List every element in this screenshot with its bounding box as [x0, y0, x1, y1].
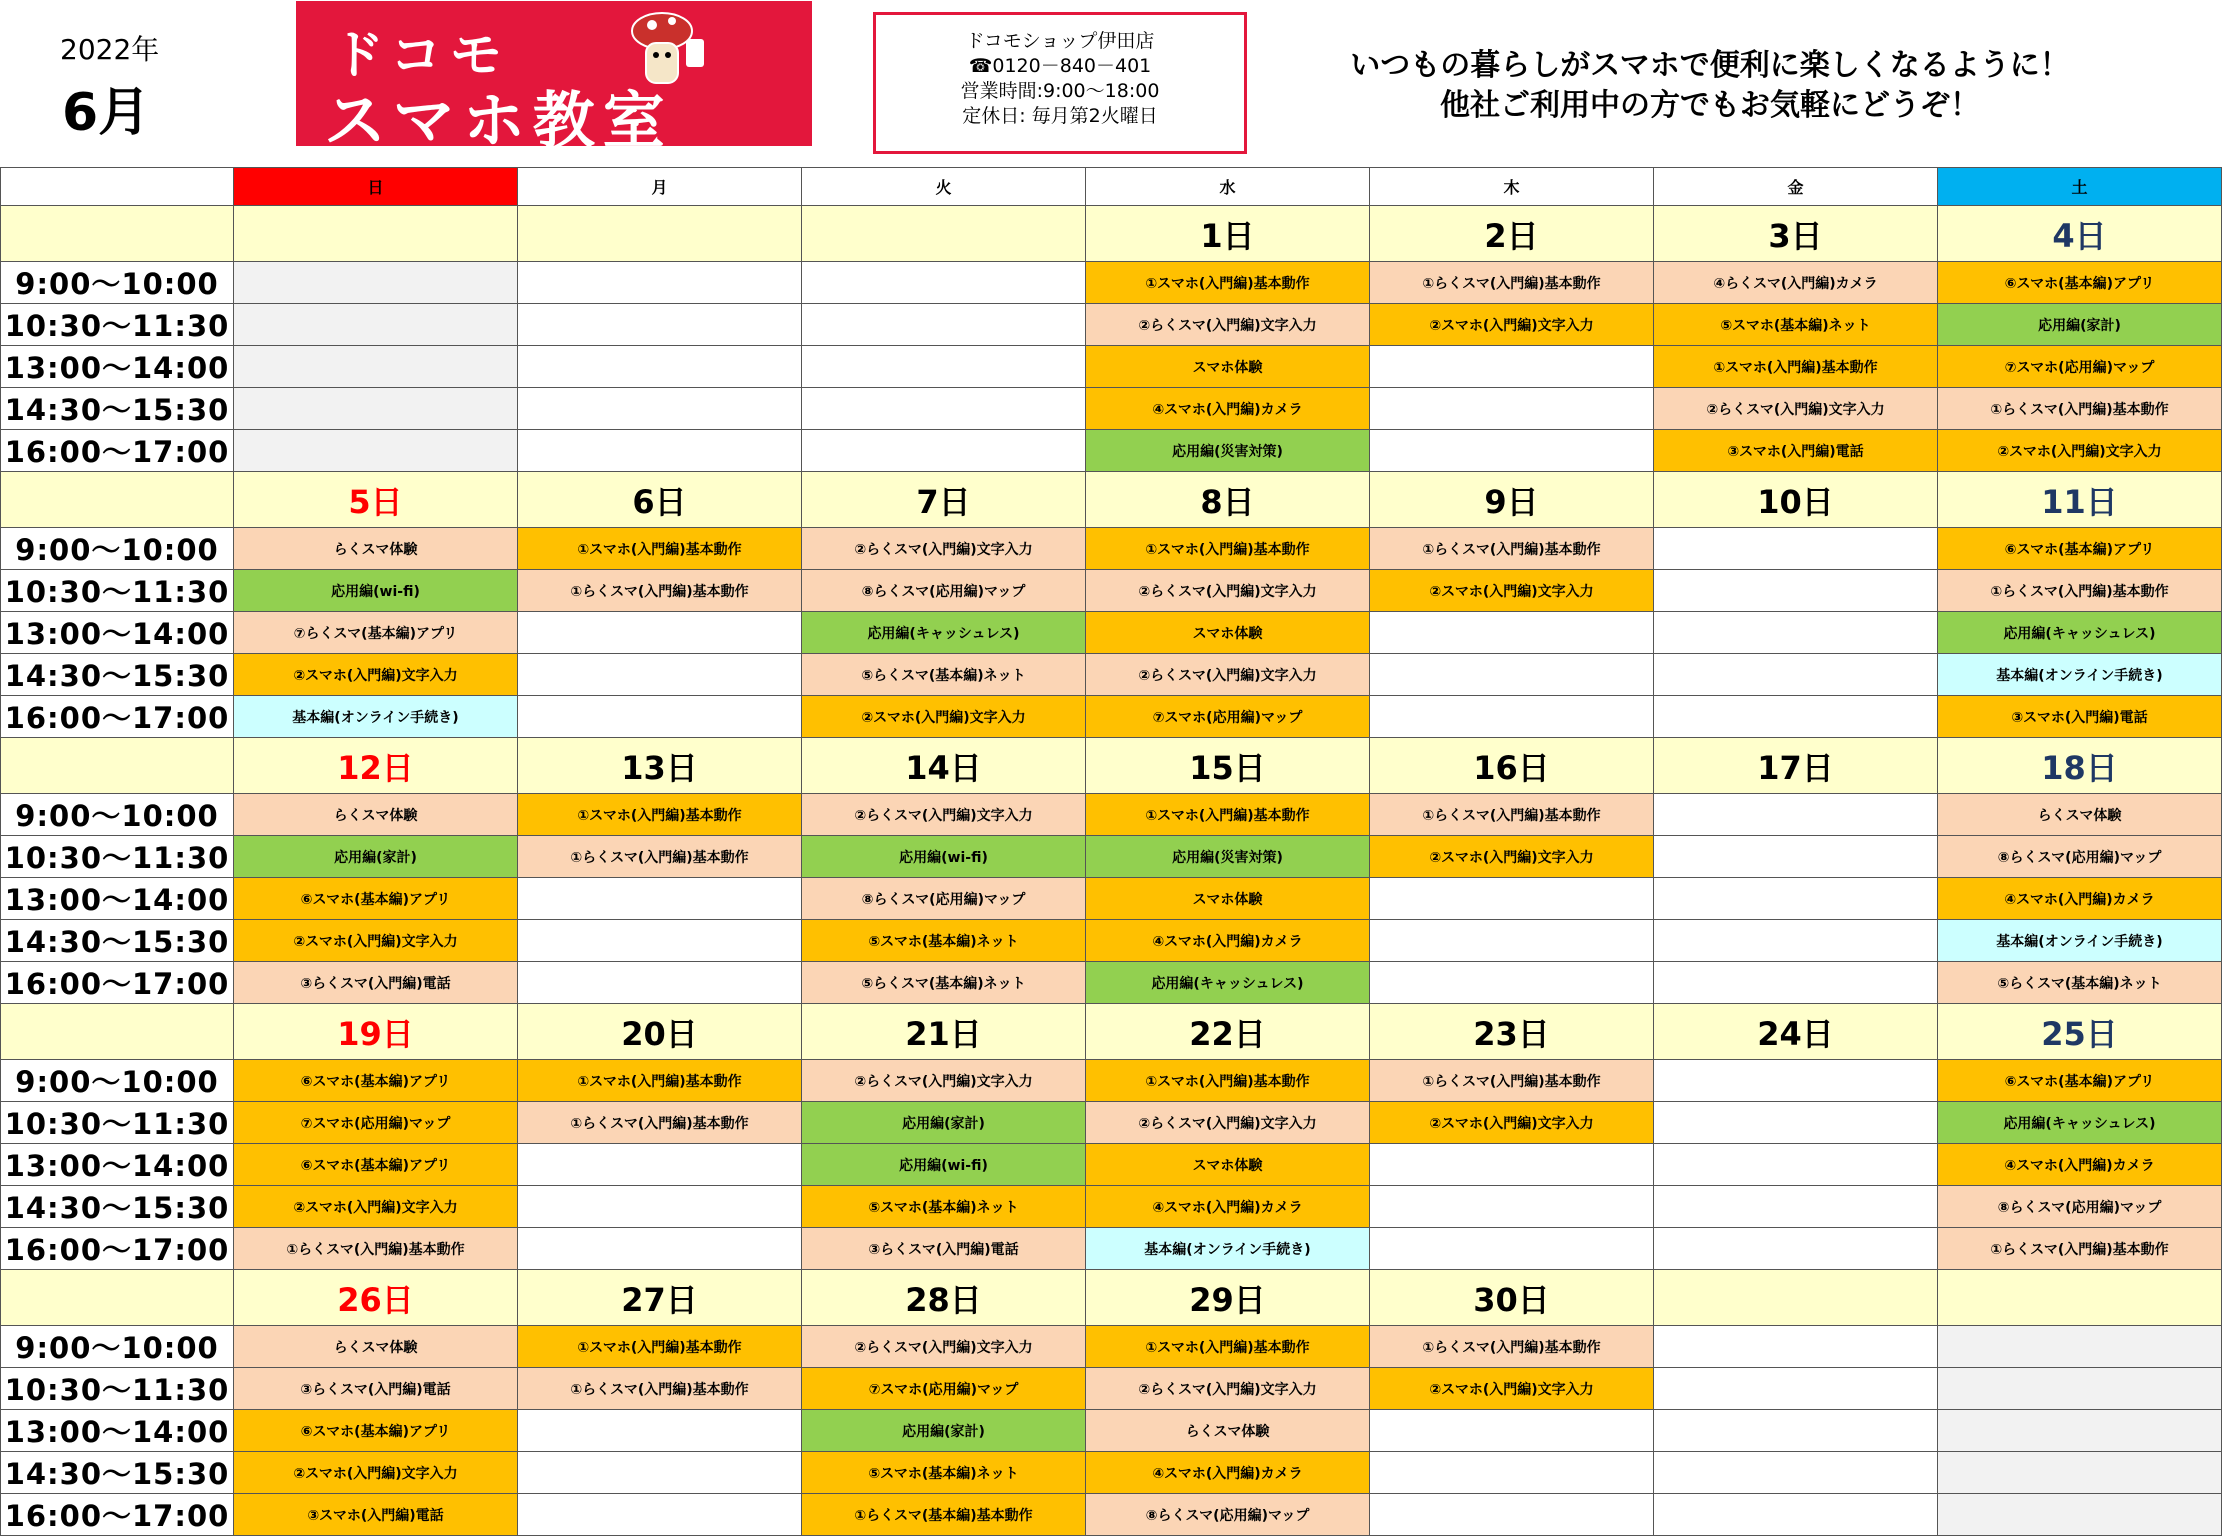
- class-cell: ①らくスマ(入門編)基本動作: [1370, 1326, 1654, 1368]
- class-cell: ②スマホ(入門編)文字入力: [802, 696, 1086, 738]
- time-slot-label: 9:00～10:00: [1, 794, 234, 836]
- class-cell: ②スマホ(入門編)文字入力: [1370, 1102, 1654, 1144]
- date-row-label: [1, 1270, 234, 1326]
- logo-text-line1: ドコモ: [332, 26, 510, 86]
- class-cell: [1370, 920, 1654, 962]
- date-cell: 17日: [1654, 738, 1938, 794]
- date-cell: [518, 206, 802, 262]
- class-cell: らくスマ体験: [234, 1326, 518, 1368]
- class-cell: ①らくスマ(入門編)基本動作: [518, 1368, 802, 1410]
- tagline-line2: 他社ご利用中の方でもお気軽にどうぞ！: [1440, 88, 1980, 123]
- date-row: [1, 206, 2222, 262]
- class-cell: [1370, 1494, 1654, 1536]
- class-cell: ⑧らくスマ(応用編)マップ: [802, 570, 1086, 612]
- class-cell: ①スマホ(入門編)基本動作: [518, 528, 802, 570]
- time-slot-label: 14:30～15:30: [1, 654, 234, 696]
- class-cell: [518, 654, 802, 696]
- weekday-header: 金: [1654, 168, 1938, 206]
- class-cell: ②らくスマ(入門編)文字入力: [802, 794, 1086, 836]
- class-cell: [1370, 696, 1654, 738]
- time-slot-row: [1, 962, 2222, 1004]
- time-slot-row: [1, 654, 2222, 696]
- class-cell: [234, 346, 518, 388]
- page-header: [0, 0, 2223, 165]
- time-slot-row: [1, 346, 2222, 388]
- class-cell: [1654, 1326, 1938, 1368]
- time-slot-row: [1, 920, 2222, 962]
- class-cell: ②らくスマ(入門編)文字入力: [1654, 388, 1938, 430]
- class-cell: ④スマホ(入門編)カメラ: [1086, 920, 1370, 962]
- class-cell: ⑧らくスマ(応用編)マップ: [1938, 836, 2222, 878]
- class-cell: [1938, 1368, 2222, 1410]
- class-cell: ②らくスマ(入門編)文字入力: [802, 1326, 1086, 1368]
- date-row: [1, 738, 2222, 794]
- class-cell: ⑥スマホ(基本編)アプリ: [1938, 1060, 2222, 1102]
- class-cell: ②スマホ(入門編)文字入力: [234, 920, 518, 962]
- class-cell: [518, 304, 802, 346]
- class-cell: ②らくスマ(入門編)文字入力: [1086, 570, 1370, 612]
- class-cell: ①スマホ(入門編)基本動作: [518, 1326, 802, 1368]
- class-cell: 応用編(キャッシュレス): [802, 612, 1086, 654]
- class-cell: ④らくスマ(入門編)カメラ: [1654, 262, 1938, 304]
- class-cell: [234, 430, 518, 472]
- date-cell: 18日: [1938, 738, 2222, 794]
- weekday-header-row: [1, 168, 2222, 206]
- time-slot-row: [1, 1102, 2222, 1144]
- class-cell: ①らくスマ(入門編)基本動作: [1370, 262, 1654, 304]
- date-cell: 19日: [234, 1004, 518, 1060]
- time-slot-row: [1, 1494, 2222, 1536]
- class-cell: ①スマホ(入門編)基本動作: [1086, 262, 1370, 304]
- time-slot-label: 14:30～15:30: [1, 1186, 234, 1228]
- class-cell: [1370, 430, 1654, 472]
- time-slot-label: 16:00～17:00: [1, 1228, 234, 1270]
- class-cell: ⑥スマホ(基本編)アプリ: [234, 1410, 518, 1452]
- class-cell: ②らくスマ(入門編)文字入力: [1086, 654, 1370, 696]
- class-cell: ①スマホ(入門編)基本動作: [1086, 1060, 1370, 1102]
- date-cell: 13日: [518, 738, 802, 794]
- class-cell: [518, 1228, 802, 1270]
- class-cell: ①スマホ(入門編)基本動作: [518, 794, 802, 836]
- date-cell: 22日: [1086, 1004, 1370, 1060]
- class-cell: ③スマホ(入門編)電話: [1938, 696, 2222, 738]
- time-slot-label: 10:30～11:30: [1, 304, 234, 346]
- weekday-header: 水: [1086, 168, 1370, 206]
- class-cell: 応用編(キャッシュレス): [1938, 612, 2222, 654]
- logo-text-line2: スマホ教室: [324, 84, 673, 157]
- class-cell: [802, 304, 1086, 346]
- month-label: 6月: [62, 83, 151, 143]
- weekday-header: 月: [518, 168, 802, 206]
- date-cell: 30日: [1370, 1270, 1654, 1326]
- class-cell: ①スマホ(入門編)基本動作: [1086, 794, 1370, 836]
- class-cell: [518, 920, 802, 962]
- date-row-label: [1, 1004, 234, 1060]
- class-cell: [1654, 654, 1938, 696]
- class-cell: ⑥スマホ(基本編)アプリ: [234, 1060, 518, 1102]
- class-cell: ①らくスマ(入門編)基本動作: [1938, 1228, 2222, 1270]
- class-cell: ③らくスマ(入門編)電話: [234, 962, 518, 1004]
- class-cell: らくスマ体験: [234, 528, 518, 570]
- class-cell: [1654, 1452, 1938, 1494]
- time-slot-row: [1, 528, 2222, 570]
- class-cell: ②スマホ(入門編)文字入力: [234, 1452, 518, 1494]
- time-slot-label: 10:30～11:30: [1, 836, 234, 878]
- class-cell: ①らくスマ(入門編)基本動作: [1370, 794, 1654, 836]
- date-cell: 8日: [1086, 472, 1370, 528]
- date-cell: 26日: [234, 1270, 518, 1326]
- class-cell: ③スマホ(入門編)電話: [234, 1494, 518, 1536]
- class-cell: [1370, 1144, 1654, 1186]
- class-cell: ④スマホ(入門編)カメラ: [1938, 878, 2222, 920]
- class-cell: 基本編(オンライン手続き): [1938, 654, 2222, 696]
- date-cell: 2日: [1370, 206, 1654, 262]
- class-cell: ⑦スマホ(応用編)マップ: [234, 1102, 518, 1144]
- class-cell: スマホ体験: [1086, 346, 1370, 388]
- class-cell: 応用編(キャッシュレス): [1938, 1102, 2222, 1144]
- shop-hours: 営業時間:9:00～18:00: [960, 80, 1160, 102]
- time-slot-row: [1, 612, 2222, 654]
- class-cell: [1370, 878, 1654, 920]
- class-cell: [1654, 1060, 1938, 1102]
- shop-info-box: [873, 12, 1247, 154]
- date-cell: 12日: [234, 738, 518, 794]
- time-slot-label: 16:00～17:00: [1, 696, 234, 738]
- time-slot-row: [1, 836, 2222, 878]
- tagline: [1270, 46, 2150, 126]
- time-slot-row: [1, 262, 2222, 304]
- class-cell: [234, 388, 518, 430]
- class-cell: ⑦スマホ(応用編)マップ: [1938, 346, 2222, 388]
- class-cell: ①スマホ(入門編)基本動作: [518, 1060, 802, 1102]
- class-cell: ④スマホ(入門編)カメラ: [1938, 1144, 2222, 1186]
- class-cell: ④スマホ(入門編)カメラ: [1086, 1186, 1370, 1228]
- date-cell: [234, 206, 518, 262]
- class-cell: [1370, 346, 1654, 388]
- class-cell: [1654, 920, 1938, 962]
- class-cell: [1370, 1228, 1654, 1270]
- class-cell: スマホ体験: [1086, 1144, 1370, 1186]
- class-cell: [1654, 836, 1938, 878]
- class-cell: らくスマ体験: [234, 794, 518, 836]
- date-cell: 28日: [802, 1270, 1086, 1326]
- class-cell: ⑦らくスマ(基本編)アプリ: [234, 612, 518, 654]
- date-cell: 1日: [1086, 206, 1370, 262]
- time-slot-row: [1, 794, 2222, 836]
- time-slot-label: 13:00～14:00: [1, 612, 234, 654]
- class-cell: [518, 962, 802, 1004]
- class-cell: ②スマホ(入門編)文字入力: [234, 1186, 518, 1228]
- class-cell: [1370, 962, 1654, 1004]
- class-cell: 応用編(家計): [802, 1410, 1086, 1452]
- class-cell: [518, 1410, 802, 1452]
- weekday-header: 火: [802, 168, 1086, 206]
- date-row: [1, 1270, 2222, 1326]
- class-cell: ⑧らくスマ(応用編)マップ: [802, 878, 1086, 920]
- class-cell: 応用編(wi-fi): [234, 570, 518, 612]
- class-cell: ②らくスマ(入門編)文字入力: [802, 528, 1086, 570]
- date-cell: 11日: [1938, 472, 2222, 528]
- class-cell: ③らくスマ(入門編)電話: [802, 1228, 1086, 1270]
- class-cell: [1370, 1186, 1654, 1228]
- class-cell: ②らくスマ(入門編)文字入力: [1086, 304, 1370, 346]
- class-cell: ②スマホ(入門編)文字入力: [1938, 430, 2222, 472]
- class-cell: [1938, 1494, 2222, 1536]
- time-slot-label: 16:00～17:00: [1, 1494, 234, 1536]
- time-slot-label: 13:00～14:00: [1, 878, 234, 920]
- class-cell: [1370, 654, 1654, 696]
- class-cell: [1654, 962, 1938, 1004]
- class-cell: [518, 878, 802, 920]
- shop-closed-day: 定休日: 毎月第2火曜日: [962, 105, 1158, 127]
- date-cell: 27日: [518, 1270, 802, 1326]
- class-cell: 応用編(wi-fi): [802, 1144, 1086, 1186]
- class-cell: [1370, 1452, 1654, 1494]
- time-slot-row: [1, 696, 2222, 738]
- class-cell: ⑦スマホ(応用編)マップ: [802, 1368, 1086, 1410]
- class-cell: [1654, 528, 1938, 570]
- time-slot-label: 13:00～14:00: [1, 346, 234, 388]
- class-cell: ④スマホ(入門編)カメラ: [1086, 1452, 1370, 1494]
- schedule-table: [0, 167, 2222, 1536]
- class-cell: [1654, 794, 1938, 836]
- class-cell: [1654, 1186, 1938, 1228]
- time-slot-label: 13:00～14:00: [1, 1144, 234, 1186]
- class-cell: ②スマホ(入門編)文字入力: [1370, 304, 1654, 346]
- time-slot-row: [1, 1186, 2222, 1228]
- date-cell: 24日: [1654, 1004, 1938, 1060]
- class-cell: ⑤らくスマ(基本編)ネット: [802, 654, 1086, 696]
- class-cell: [1654, 1368, 1938, 1410]
- time-slot-label: 10:30～11:30: [1, 1368, 234, 1410]
- class-cell: [1654, 1102, 1938, 1144]
- date-row-label: [1, 472, 234, 528]
- date-cell: 21日: [802, 1004, 1086, 1060]
- class-cell: [234, 262, 518, 304]
- class-cell: ⑤らくスマ(基本編)ネット: [1938, 962, 2222, 1004]
- class-cell: ①らくスマ(入門編)基本動作: [1938, 570, 2222, 612]
- class-cell: [1370, 388, 1654, 430]
- date-row-label: [1, 738, 234, 794]
- time-slot-row: [1, 1452, 2222, 1494]
- class-cell: [518, 1144, 802, 1186]
- class-cell: 応用編(キャッシュレス): [1086, 962, 1370, 1004]
- date-cell: 7日: [802, 472, 1086, 528]
- date-cell: 16日: [1370, 738, 1654, 794]
- class-cell: [518, 388, 802, 430]
- time-slot-label: 9:00～10:00: [1, 1326, 234, 1368]
- class-cell: ②スマホ(入門編)文字入力: [1370, 570, 1654, 612]
- time-slot-label: 16:00～17:00: [1, 430, 234, 472]
- date-cell: 6日: [518, 472, 802, 528]
- class-cell: [1370, 1410, 1654, 1452]
- date-cell: 5日: [234, 472, 518, 528]
- time-slot-row: [1, 570, 2222, 612]
- class-cell: [518, 1186, 802, 1228]
- date-cell: 20日: [518, 1004, 802, 1060]
- class-cell: ①らくスマ(基本編)基本動作: [802, 1494, 1086, 1536]
- class-cell: [1654, 612, 1938, 654]
- docomo-smartphone-class-logo: [296, 1, 812, 157]
- time-slot-row: [1, 1368, 2222, 1410]
- class-cell: ⑤スマホ(基本編)ネット: [1654, 304, 1938, 346]
- class-cell: ①らくスマ(入門編)基本動作: [234, 1228, 518, 1270]
- time-slot-label: 14:30～15:30: [1, 920, 234, 962]
- class-cell: ②らくスマ(入門編)文字入力: [802, 1060, 1086, 1102]
- class-cell: [1938, 1326, 2222, 1368]
- class-cell: 応用編(災害対策): [1086, 430, 1370, 472]
- class-cell: [518, 430, 802, 472]
- class-cell: 基本編(オンライン手続き): [1086, 1228, 1370, 1270]
- class-cell: [518, 1494, 802, 1536]
- class-cell: ⑧らくスマ(応用編)マップ: [1938, 1186, 2222, 1228]
- time-slot-label: 9:00～10:00: [1, 528, 234, 570]
- date-cell: 3日: [1654, 206, 1938, 262]
- time-slot-label: 13:00～14:00: [1, 1410, 234, 1452]
- class-cell: [802, 388, 1086, 430]
- class-cell: らくスマ体験: [1086, 1410, 1370, 1452]
- class-cell: 応用編(wi-fi): [802, 836, 1086, 878]
- time-slot-label: 9:00～10:00: [1, 1060, 234, 1102]
- class-cell: [1654, 1410, 1938, 1452]
- weekday-header: 木: [1370, 168, 1654, 206]
- date-cell: 23日: [1370, 1004, 1654, 1060]
- class-cell: ⑥スマホ(基本編)アプリ: [1938, 262, 2222, 304]
- class-cell: ①らくスマ(入門編)基本動作: [518, 1102, 802, 1144]
- class-cell: [1654, 1494, 1938, 1536]
- time-slot-row: [1, 304, 2222, 346]
- class-cell: [802, 430, 1086, 472]
- class-cell: ①スマホ(入門編)基本動作: [1654, 346, 1938, 388]
- date-row-label: [1, 206, 234, 262]
- class-cell: ①スマホ(入門編)基本動作: [1086, 528, 1370, 570]
- class-cell: [1654, 878, 1938, 920]
- class-cell: スマホ体験: [1086, 612, 1370, 654]
- time-slot-row: [1, 1228, 2222, 1270]
- class-cell: [1654, 696, 1938, 738]
- class-cell: ①らくスマ(入門編)基本動作: [518, 836, 802, 878]
- class-cell: [518, 1452, 802, 1494]
- class-cell: ②スマホ(入門編)文字入力: [1370, 1368, 1654, 1410]
- class-cell: [1938, 1452, 2222, 1494]
- class-cell: ①らくスマ(入門編)基本動作: [518, 570, 802, 612]
- class-cell: 応用編(災害対策): [1086, 836, 1370, 878]
- class-cell: ⑥スマホ(基本編)アプリ: [1938, 528, 2222, 570]
- class-cell: [802, 262, 1086, 304]
- class-cell: 応用編(家計): [234, 836, 518, 878]
- time-slot-row: [1, 430, 2222, 472]
- class-cell: ②スマホ(入門編)文字入力: [234, 654, 518, 696]
- class-cell: ⑦スマホ(応用編)マップ: [1086, 696, 1370, 738]
- date-cell: 29日: [1086, 1270, 1370, 1326]
- class-cell: 応用編(家計): [1938, 304, 2222, 346]
- class-cell: ①らくスマ(入門編)基本動作: [1370, 1060, 1654, 1102]
- tagline-line1: いつもの暮らしがスマホで便利に楽しくなるように！: [1350, 48, 2070, 83]
- class-cell: ①らくスマ(入門編)基本動作: [1938, 388, 2222, 430]
- class-cell: 基本編(オンライン手続き): [1938, 920, 2222, 962]
- date-cell: 25日: [1938, 1004, 2222, 1060]
- class-cell: [518, 696, 802, 738]
- class-cell: [1654, 1144, 1938, 1186]
- time-slot-label: 10:30～11:30: [1, 570, 234, 612]
- class-cell: ②らくスマ(入門編)文字入力: [1086, 1368, 1370, 1410]
- date-row: [1, 472, 2222, 528]
- class-cell: 応用編(家計): [802, 1102, 1086, 1144]
- date-cell: [1654, 1270, 1938, 1326]
- time-slot-row: [1, 878, 2222, 920]
- time-slot-row: [1, 1144, 2222, 1186]
- time-slot-label: 14:30～15:30: [1, 1452, 234, 1494]
- class-cell: ②らくスマ(入門編)文字入力: [1086, 1102, 1370, 1144]
- class-cell: ①らくスマ(入門編)基本動作: [1370, 528, 1654, 570]
- time-slot-label: 14:30～15:30: [1, 388, 234, 430]
- year-label: 2022年: [60, 33, 160, 66]
- date-row: [1, 1004, 2222, 1060]
- corner-cell: [1, 168, 234, 206]
- time-slot-label: 10:30～11:30: [1, 1102, 234, 1144]
- class-cell: ⑤らくスマ(基本編)ネット: [802, 962, 1086, 1004]
- date-cell: [802, 206, 1086, 262]
- shop-name: ドコモショップ伊田店: [965, 30, 1155, 52]
- date-cell: 4日: [1938, 206, 2222, 262]
- time-slot-label: 16:00～17:00: [1, 962, 234, 1004]
- shop-phone: ☎0120－840－401: [968, 55, 1152, 77]
- class-cell: ⑧らくスマ(応用編)マップ: [1086, 1494, 1370, 1536]
- class-cell: [518, 346, 802, 388]
- class-cell: ③らくスマ(入門編)電話: [234, 1368, 518, 1410]
- class-cell: ⑤スマホ(基本編)ネット: [802, 920, 1086, 962]
- weekday-header: 土: [1938, 168, 2222, 206]
- class-cell: スマホ体験: [1086, 878, 1370, 920]
- class-cell: [234, 304, 518, 346]
- class-cell: [1654, 570, 1938, 612]
- class-cell: らくスマ体験: [1938, 794, 2222, 836]
- class-cell: ⑥スマホ(基本編)アプリ: [234, 1144, 518, 1186]
- weekday-header: 日: [234, 168, 518, 206]
- class-cell: [1654, 1228, 1938, 1270]
- date-cell: [1938, 1270, 2222, 1326]
- time-slot-row: [1, 388, 2222, 430]
- date-cell: 14日: [802, 738, 1086, 794]
- class-cell: ②スマホ(入門編)文字入力: [1370, 836, 1654, 878]
- time-slot-row: [1, 1060, 2222, 1102]
- class-cell: ①スマホ(入門編)基本動作: [1086, 1326, 1370, 1368]
- class-cell: ⑥スマホ(基本編)アプリ: [234, 878, 518, 920]
- class-cell: [518, 262, 802, 304]
- class-cell: ④スマホ(入門編)カメラ: [1086, 388, 1370, 430]
- class-cell: [518, 612, 802, 654]
- class-cell: 基本編(オンライン手続き): [234, 696, 518, 738]
- class-cell: [802, 346, 1086, 388]
- time-slot-label: 9:00～10:00: [1, 262, 234, 304]
- class-cell: ⑤スマホ(基本編)ネット: [802, 1186, 1086, 1228]
- mascot-icon: [614, 9, 734, 89]
- class-cell: ⑤スマホ(基本編)ネット: [802, 1452, 1086, 1494]
- class-cell: [1938, 1410, 2222, 1452]
- time-slot-row: [1, 1326, 2222, 1368]
- class-cell: [1370, 612, 1654, 654]
- date-cell: 9日: [1370, 472, 1654, 528]
- class-cell: ③スマホ(入門編)電話: [1654, 430, 1938, 472]
- date-cell: 15日: [1086, 738, 1370, 794]
- time-slot-row: [1, 1410, 2222, 1452]
- date-cell: 10日: [1654, 472, 1938, 528]
